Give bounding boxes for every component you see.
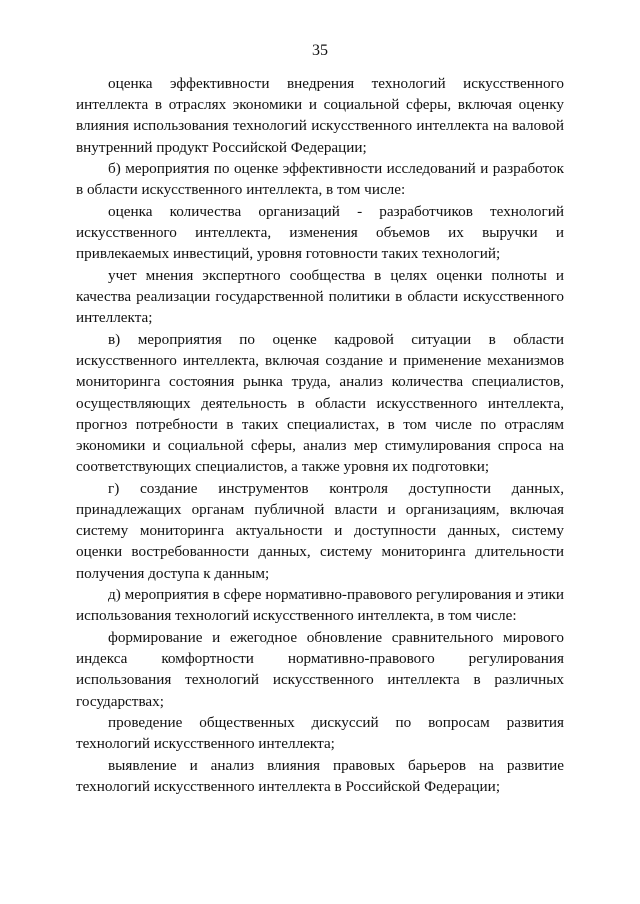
paragraph-public-discussions: проведение общественных дискуссий по вопросам развития технологий искусственного интеллекта; [76,714,564,753]
paragraph-efficiency-assessment: оценка эффективности внедрения технологий искусственного интеллекта в отраслях экономики и социальной сферы, включая оценку влияния использования технологий искусственного интеллекта на валовой внутренний продукт Российской Федерации; [76,75,564,156]
page-number: 35 [312,42,328,59]
paragraph-item-v: в) мероприятия по оценке кадровой ситуации в области искусственного интеллекта, включая создание и применение механизмов мониторинга состояния рынка труда, анализ количества специалистов, осуществляющих деятельность в области искусственного интеллекта, прогноз потребности в таких специалистах, в том числе по отраслям экономики и социальной сферы, анализ мер стимулирования спроса на соответствующих специалистов, а также уровня их подготовки; [76,331,564,476]
paragraph-legal-barriers: выявление и анализ влияния правовых барьеров на развитие технологий искусственного интеллекта в Российской Федерации; [76,757,564,796]
paragraph-item-g: г) создание инструментов контроля доступности данных, принадлежащих органам публичной власти и организациям, включая систему мониторинга актуальности и доступности данных, систему оценки востребованности данных, систему мониторинга длительности получения доступа к данным; [76,479,564,582]
paragraph-item-b: б) мероприятия по оценке эффективности исследований и разработок в области искусственного интеллекта, в том числе: [76,160,564,199]
paragraph-world-index: формирование и ежегодное обновление сравнительного мирового индекса комфортности нормативно-правового регулирования использования технологий искусственного интеллекта в различных государствах; [76,629,564,710]
document-body [76,73,564,797]
paragraph-item-d: д) мероприятия в сфере нормативно-правового регулирования и этики использования технологий искусственного интеллекта, в том числе: [76,586,564,625]
paragraph-expert-opinion: учет мнения экспертного сообщества в целях оценки полноты и качества реализации государственной политики в области искусственного интеллекта; [76,267,564,327]
paragraph-developer-count: оценка количества организаций - разработчиков технологий искусственного интеллекта, изменения объемов их выручки и привлекаемых инвестиций, уровня готовности таких технологий; [76,203,564,263]
